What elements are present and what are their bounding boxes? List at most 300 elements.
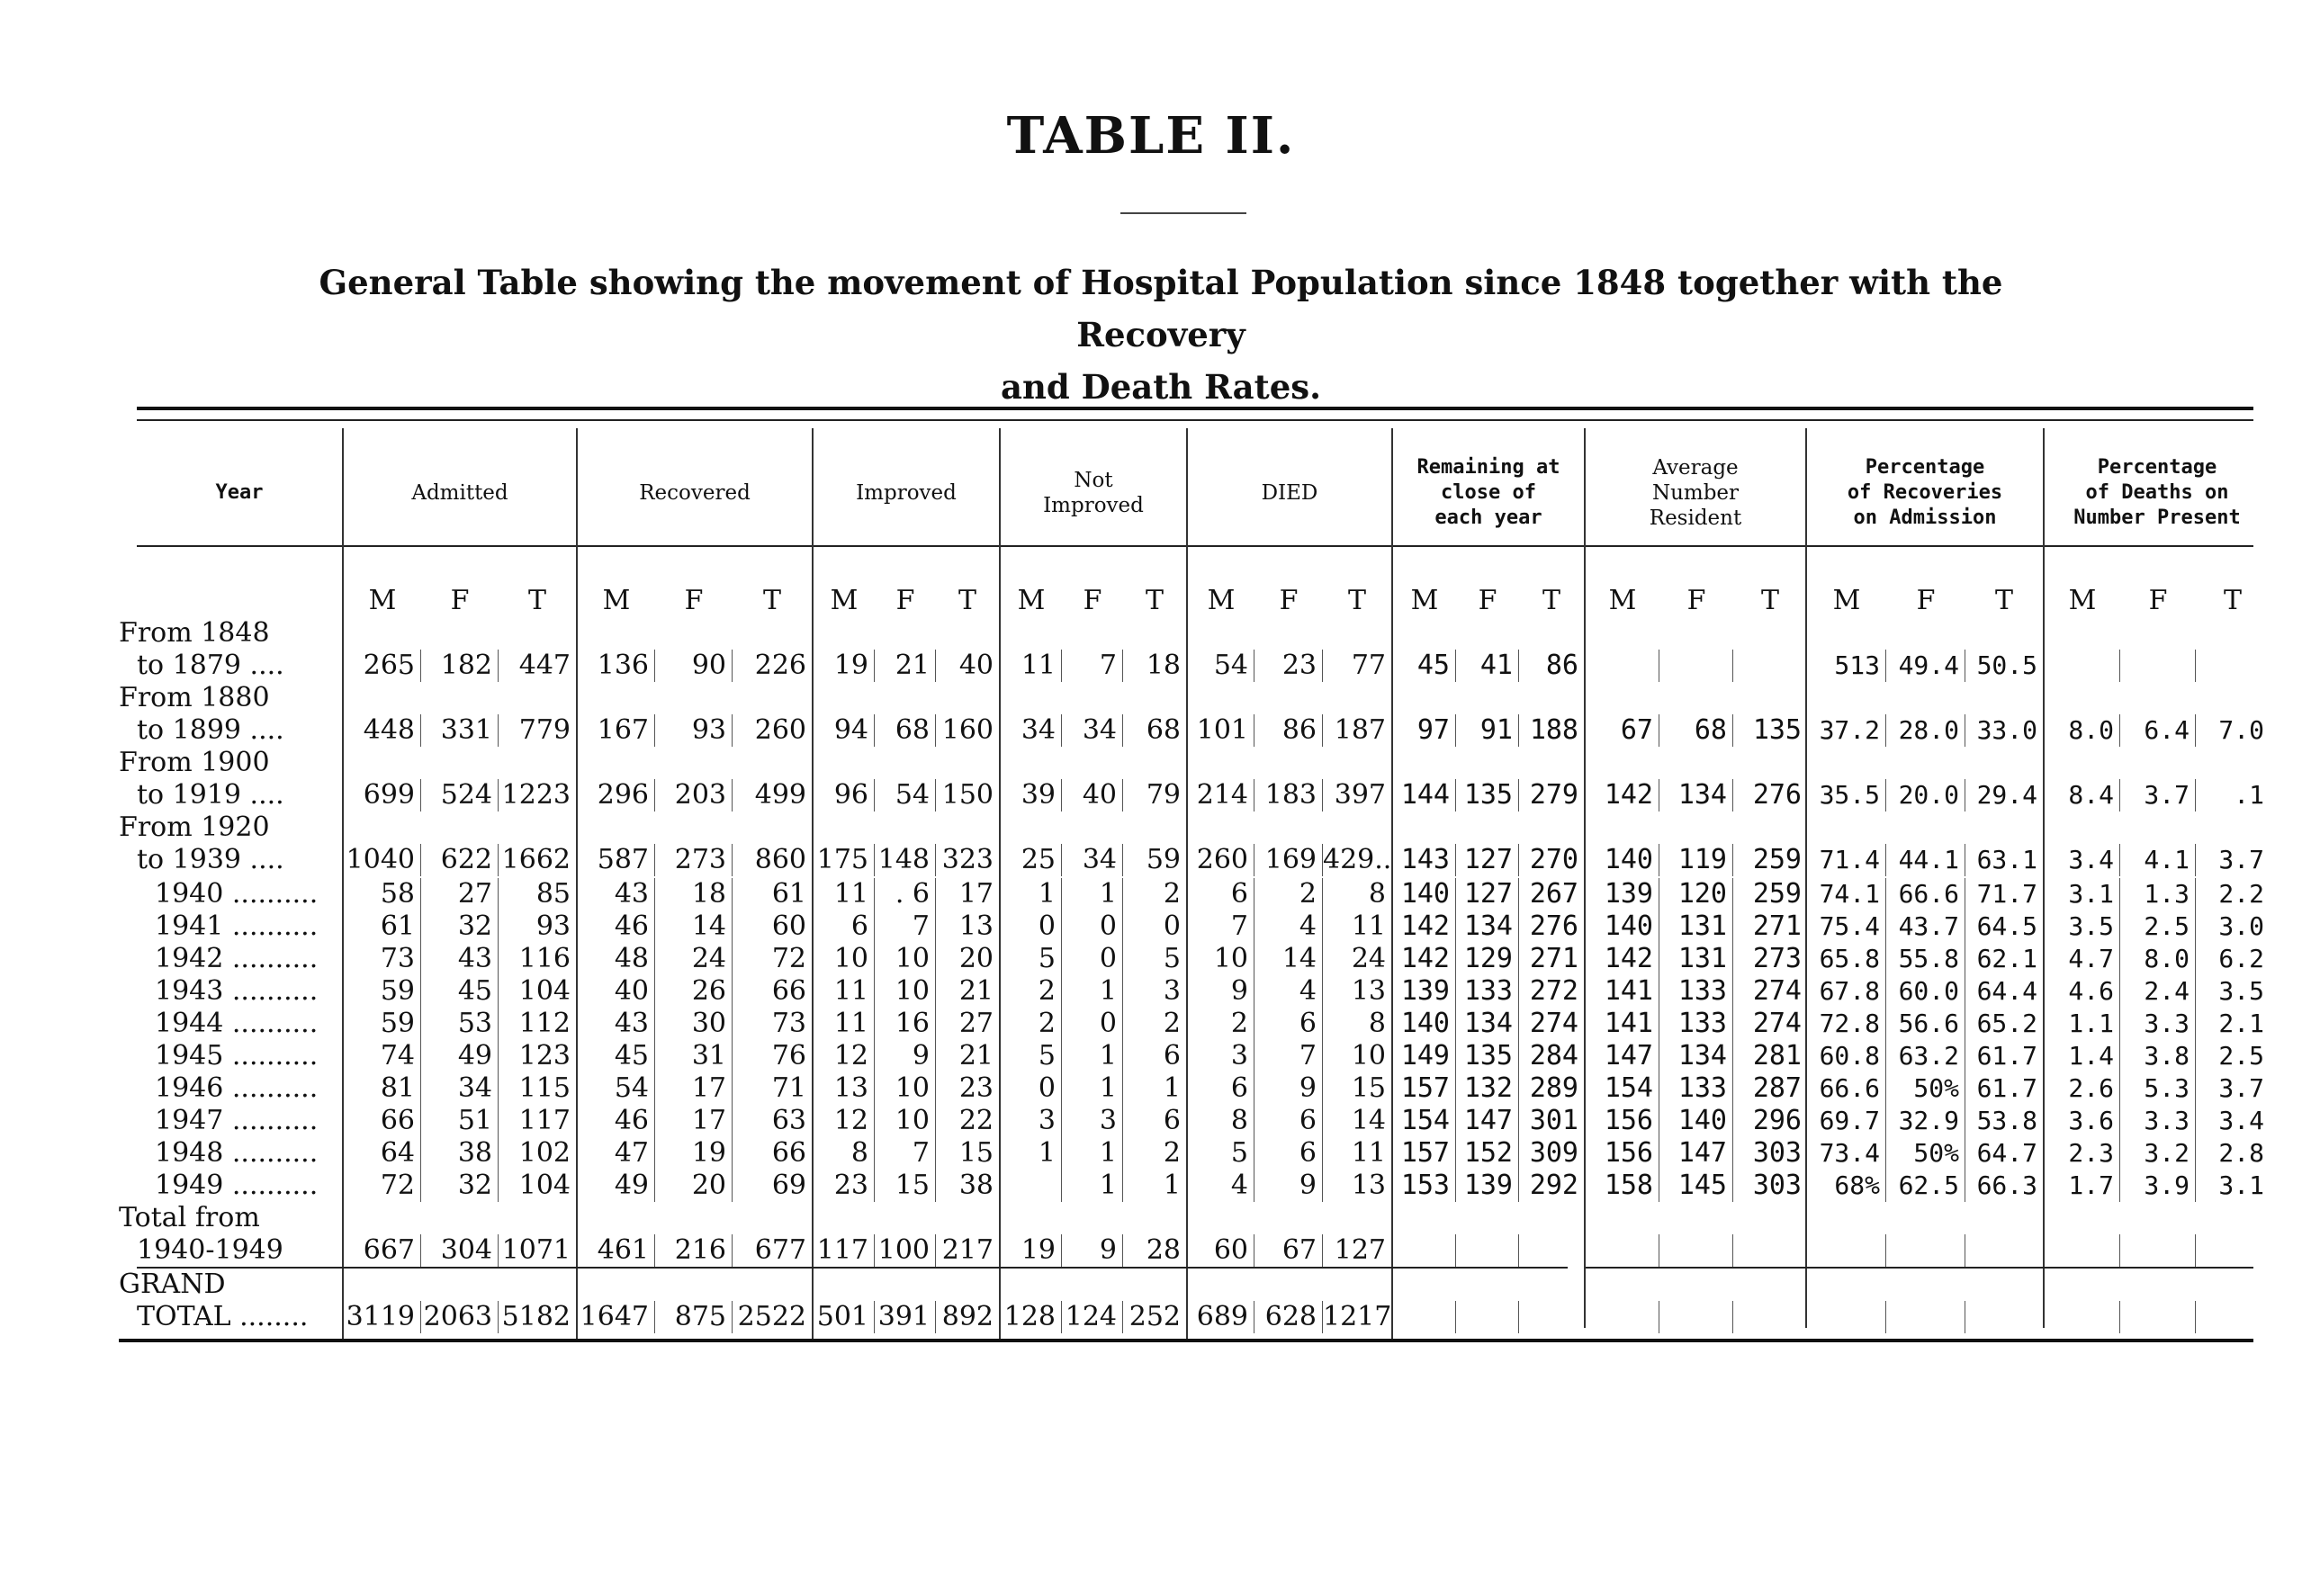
header-pct-recoveries-line-2: of Recoveries <box>1847 481 2003 504</box>
table-cell: 75.4 <box>1807 910 1886 943</box>
table-cell: 58 <box>344 878 421 910</box>
table-cell: 167 <box>578 714 655 747</box>
table-cell: 9 <box>1062 1234 1123 1267</box>
table-cell: 271 <box>1752 910 1802 942</box>
table-cell: 397 <box>1334 779 1386 811</box>
total-rule-right <box>1586 1267 2253 1269</box>
table-cell: 284 <box>1529 1040 1578 1071</box>
table-cell: 287 <box>1752 1072 1802 1104</box>
table-cell: 34 <box>1062 844 1123 876</box>
subtitle-line-1: General Table showing the movement of Hospital Population since 1848 together with the Recovery <box>319 263 2003 354</box>
table-cell: 10 <box>875 1105 936 1137</box>
table-cell <box>1393 1301 1456 1333</box>
table-cell: 140 <box>1659 1105 1733 1137</box>
table-cell: 4.7 <box>2045 943 2120 975</box>
table-cell <box>1519 1301 1584 1333</box>
subheader-cell: F <box>1279 585 1299 616</box>
table-cell: 20.0 <box>1886 779 1965 811</box>
table-cell: 134 <box>1659 779 1733 811</box>
table-cell: 66 <box>771 1137 806 1169</box>
table-cell: 60.8 <box>1807 1040 1886 1072</box>
table-cell: 53.8 <box>1976 1106 2037 1135</box>
table-cell <box>1519 1234 1584 1267</box>
row-label: 1941 .......... <box>155 910 319 942</box>
table-cell: 273 <box>1752 943 1802 974</box>
table-cell: 142 <box>1393 910 1456 943</box>
row-label: 1948 .......... <box>155 1137 319 1169</box>
table-cell: 1.4 <box>2045 1040 2120 1072</box>
top-rule-thin <box>137 419 2253 421</box>
table-cell: 274 <box>1752 1008 1802 1039</box>
table-cell: 56.6 <box>1886 1008 1965 1040</box>
table-cell: 45 <box>578 1040 655 1072</box>
row-label-top: From 1900 <box>119 747 270 778</box>
table-cell: 2.1 <box>2218 1009 2264 1038</box>
table-cell: 32 <box>421 910 499 943</box>
subheader-cell: F <box>1916 585 1936 616</box>
table-cell: 76 <box>771 1040 806 1071</box>
subheader-cell: M <box>1207 585 1236 616</box>
table-cell <box>1807 1234 1886 1267</box>
table-cell <box>1001 1170 1062 1202</box>
subheader-cell: M <box>1832 585 1861 616</box>
table-cell: 1 <box>1001 1137 1062 1170</box>
table-cell <box>1393 1234 1456 1267</box>
header-not-improved <box>1001 443 1186 543</box>
table-cell: 0 <box>1062 1008 1123 1040</box>
table-cell: 117 <box>814 1234 875 1267</box>
table-cell: 145 <box>1659 1170 1733 1202</box>
row-label: to 1879 .... <box>137 650 284 681</box>
header-pct-deaths-line-3: Number Present <box>2073 507 2241 529</box>
row-label: 1945 .......... <box>155 1040 319 1071</box>
subheader-cell: M <box>2068 585 2097 616</box>
table-cell: 33.0 <box>1976 715 2037 745</box>
header-not-improved-line-1: Not <box>1074 469 1113 492</box>
table-cell: 587 <box>578 844 655 876</box>
table-cell <box>2196 650 2270 682</box>
table-cell: 74.1 <box>1807 878 1886 910</box>
table-cell: 296 <box>1752 1105 1802 1136</box>
table-cell: 2.8 <box>2218 1138 2264 1168</box>
table-cell: 156 <box>1586 1105 1659 1137</box>
table-cell: 1 <box>1163 1072 1181 1104</box>
table-cell: 119 <box>1659 844 1733 876</box>
row-label: 1940 .......... <box>155 878 319 910</box>
table-cell: 8.0 <box>2045 714 2120 747</box>
table-cell: 28 <box>1146 1234 1181 1266</box>
table-cell: 6 <box>1254 1008 1323 1040</box>
table-cell: 677 <box>754 1234 806 1266</box>
table-cell: 7 <box>875 910 936 943</box>
table-cell: 276 <box>1752 779 1802 811</box>
table-cell: 281 <box>1752 1040 1802 1071</box>
table-cell: 3.5 <box>2045 910 2120 943</box>
table-cell: 66.3 <box>1976 1170 2037 1200</box>
table-cell: 1 <box>1062 878 1123 910</box>
table-cell: 73 <box>771 1008 806 1039</box>
subheader-cell: T <box>1542 585 1560 616</box>
table-cell: 0 <box>1163 910 1181 942</box>
table-cell: 6 <box>814 910 875 943</box>
title-divider <box>1120 212 1246 214</box>
header-not-improved-line-2: Improved <box>1043 494 1144 517</box>
table-cell: 182 <box>421 650 499 682</box>
table-cell: 6 <box>1163 1040 1181 1071</box>
table-cell: 6 <box>1254 1105 1323 1137</box>
table-cell: 2.2 <box>2218 879 2264 909</box>
table-cell: 447 <box>518 650 571 681</box>
table-cell: 17 <box>958 878 994 910</box>
table-cell: 292 <box>1529 1170 1578 1201</box>
table-cell: 64 <box>344 1137 421 1170</box>
table-cell: 13 <box>958 910 994 942</box>
table-cell <box>1659 650 1733 682</box>
table-cell: 699 <box>344 779 421 811</box>
table-cell: 501 <box>814 1301 875 1333</box>
table-cell: 134 <box>1456 1008 1519 1040</box>
table-cell: 142 <box>1586 779 1659 811</box>
table-cell: 49 <box>578 1170 655 1202</box>
table-cell: 43.7 <box>1886 910 1965 943</box>
table-cell: 2.5 <box>2120 910 2196 943</box>
table-cell: 150 <box>941 779 994 811</box>
table-cell: 10 <box>875 1072 936 1105</box>
table-cell: 5 <box>1001 943 1062 975</box>
table-title: TABLE II. <box>1006 106 1296 166</box>
table-cell <box>1886 1301 1965 1333</box>
table-cell: 4.1 <box>2120 844 2196 876</box>
table-cell: 9 <box>1254 1072 1323 1105</box>
table-cell: 116 <box>518 943 571 974</box>
table-cell: 66.6 <box>1807 1072 1886 1105</box>
table-cell: 63.2 <box>1886 1040 1965 1072</box>
table-cell: 6 <box>1188 1072 1254 1105</box>
table-cell: 54 <box>1188 650 1254 682</box>
table-cell <box>1659 1301 1733 1333</box>
table-cell: 12 <box>814 1040 875 1072</box>
table-cell: 160 <box>941 714 994 746</box>
table-cell: 117 <box>518 1105 571 1136</box>
table-cell: 309 <box>1529 1137 1578 1169</box>
header-pct-recoveries-line-1: Percentage <box>1865 456 1985 479</box>
header-improved: Improved <box>856 481 957 505</box>
table-cell: 7 <box>1188 910 1254 943</box>
table-cell: 2522 <box>737 1301 806 1332</box>
table-cell: 301 <box>1529 1105 1578 1136</box>
header-admitted: Admitted <box>411 481 508 505</box>
table-cell: 142 <box>1393 943 1456 975</box>
table-cell: 4 <box>1188 1170 1254 1202</box>
table-cell: 1 <box>1001 878 1062 910</box>
table-cell: 499 <box>754 779 806 811</box>
table-cell: 79 <box>1146 779 1181 811</box>
row-label: to 1899 .... <box>137 714 284 746</box>
table-cell: 2.6 <box>2045 1072 2120 1105</box>
table-cell: 50% <box>1886 1072 1965 1105</box>
table-cell: 331 <box>421 714 499 747</box>
table-cell: 40 <box>958 650 994 681</box>
table-cell: 45 <box>1393 650 1456 682</box>
table-cell: 49.4 <box>1886 650 1965 682</box>
table-cell: 127 <box>1456 878 1519 910</box>
subheader-cell: F <box>450 585 470 616</box>
table-cell: 21 <box>958 1040 994 1071</box>
table-cell: 38 <box>421 1137 499 1170</box>
table-cell: 1.1 <box>2045 1008 2120 1040</box>
table-cell: 267 <box>1529 878 1578 910</box>
table-cell: 1 <box>1062 1170 1123 1202</box>
table-cell: 27 <box>958 1008 994 1039</box>
table-cell: 3.1 <box>2218 1170 2264 1200</box>
table-cell: 15 <box>1351 1072 1386 1104</box>
table-cell: 8.0 <box>2120 943 2196 975</box>
table-cell: 252 <box>1129 1301 1181 1332</box>
table-cell: 81 <box>344 1072 421 1105</box>
table-cell: 53 <box>421 1008 499 1040</box>
table-cell: 90 <box>655 650 733 682</box>
subheader-cell: T <box>527 585 546 616</box>
table-cell: 188 <box>1529 714 1578 746</box>
table-cell: 1.7 <box>2045 1170 2120 1202</box>
table-cell: 28.0 <box>1886 714 1965 747</box>
table-cell: 3.4 <box>2045 844 2120 876</box>
table-cell: 72 <box>771 943 806 974</box>
table-cell: 461 <box>578 1234 655 1267</box>
table-cell: 3.7 <box>2218 845 2264 874</box>
table-cell: 259 <box>1752 844 1802 875</box>
table-cell: 24 <box>655 943 733 975</box>
table-cell: 214 <box>1188 779 1254 811</box>
table-cell: 102 <box>518 1137 571 1169</box>
table-cell <box>1659 1234 1733 1267</box>
header-pct-deaths <box>2045 443 2270 543</box>
table-cell: 5 <box>1163 943 1181 974</box>
table-cell: 12 <box>814 1105 875 1137</box>
table-cell: 4 <box>1254 910 1323 943</box>
table-cell: 13 <box>1351 975 1386 1007</box>
table-cell: 72.8 <box>1807 1008 1886 1040</box>
table-cell: 14 <box>1351 1105 1386 1136</box>
table-cell: 10 <box>1351 1040 1386 1071</box>
table-cell: 127 <box>1456 844 1519 876</box>
table-cell <box>1965 1234 2043 1267</box>
bottom-rule <box>119 1339 2253 1342</box>
table-cell: 41 <box>1456 650 1519 682</box>
table-cell: 73.4 <box>1807 1137 1886 1170</box>
table-cell: 689 <box>1188 1301 1254 1333</box>
subheader-cell: T <box>1994 585 2013 616</box>
table-cell: 86 <box>1254 714 1323 747</box>
header-remaining-line-1: Remaining at <box>1416 456 1560 479</box>
table-cell: 140 <box>1393 1008 1456 1040</box>
table-cell: 260 <box>754 714 806 746</box>
table-cell: 216 <box>655 1234 733 1267</box>
subheader-cell: M <box>1608 585 1637 616</box>
row-label: 1940-1949 <box>137 1234 283 1266</box>
row-label: 1942 .......... <box>155 943 319 974</box>
table-cell: 59 <box>1146 844 1181 875</box>
table-cell: 65.8 <box>1807 943 1886 975</box>
table-cell: 1 <box>1062 975 1123 1008</box>
table-cell: 62.1 <box>1976 944 2037 973</box>
row-label: to 1919 .... <box>137 779 284 811</box>
table-cell: 1 <box>1062 1072 1123 1105</box>
table-cell: 50.5 <box>1976 650 2037 680</box>
table-cell: 147 <box>1659 1137 1733 1170</box>
table-cell: 18 <box>1146 650 1181 681</box>
table-cell: 63 <box>771 1105 806 1136</box>
table-cell: .1 <box>2234 780 2264 810</box>
table-cell <box>2196 1234 2270 1267</box>
table-cell: 133 <box>1659 975 1733 1008</box>
table-cell: 141 <box>1586 975 1659 1008</box>
table-cell: 154 <box>1586 1072 1659 1105</box>
table-cell: 135 <box>1752 714 1802 746</box>
table-cell: 289 <box>1529 1072 1578 1104</box>
table-cell: 2.5 <box>2218 1041 2264 1071</box>
header-recovered: Recovered <box>639 481 751 505</box>
table-cell: 60 <box>771 910 806 942</box>
row-label: TOTAL ........ <box>137 1301 309 1332</box>
table-cell: 71.4 <box>1807 844 1886 876</box>
subheader-cell: T <box>1145 585 1164 616</box>
table-cell: 40 <box>578 975 655 1008</box>
table-cell: 429.. <box>1323 844 1392 875</box>
table-cell: 32.9 <box>1886 1105 1965 1137</box>
table-cell: 391 <box>875 1301 936 1333</box>
table-cell: 303 <box>1752 1137 1802 1169</box>
table-cell: 104 <box>518 1170 571 1201</box>
subtitle-line-2: and Death Rates. <box>1000 367 1322 407</box>
table-cell: 23 <box>814 1170 875 1202</box>
table-cell: 7 <box>875 1137 936 1170</box>
table-cell: 140 <box>1393 878 1456 910</box>
table-cell: 1662 <box>501 844 571 875</box>
table-cell: 93 <box>655 714 733 747</box>
table-cell: 8 <box>1368 878 1386 910</box>
table-cell: 3 <box>1062 1105 1123 1137</box>
table-cell: 68 <box>1146 714 1181 746</box>
table-subtitle <box>270 256 2052 413</box>
table-cell: 139 <box>1456 1170 1519 1202</box>
table-cell: 513 <box>1807 650 1886 682</box>
table-cell: 323 <box>941 844 994 875</box>
table-cell: 11 <box>814 1008 875 1040</box>
table-cell <box>2196 1301 2270 1333</box>
table-cell: 10 <box>1188 943 1254 975</box>
table-cell: 18 <box>655 878 733 910</box>
table-cell: 10 <box>814 943 875 975</box>
table-cell: 66 <box>344 1105 421 1137</box>
table-cell: 1647 <box>578 1301 655 1333</box>
table-cell: 43 <box>578 878 655 910</box>
table-cell: 148 <box>875 844 936 876</box>
table-cell <box>2120 650 2196 682</box>
table-cell: 524 <box>421 779 499 811</box>
table-cell: 3.0 <box>2218 911 2264 941</box>
table-cell: 628 <box>1254 1301 1323 1333</box>
table-cell: 20 <box>655 1170 733 1202</box>
table-cell: 64.7 <box>1976 1138 2037 1168</box>
table-cell: 71.7 <box>1976 879 2037 909</box>
table-cell: 11 <box>814 878 875 910</box>
table-cell: 3.9 <box>2120 1170 2196 1202</box>
table-cell <box>1586 1301 1659 1333</box>
table-cell: 5 <box>1188 1137 1254 1170</box>
table-cell: 16 <box>875 1008 936 1040</box>
table-cell: 30 <box>655 1008 733 1040</box>
table-cell: 622 <box>421 844 499 876</box>
table-cell: 44.1 <box>1886 844 1965 876</box>
table-cell: 132 <box>1456 1072 1519 1105</box>
table-cell: 273 <box>655 844 733 876</box>
table-cell <box>1807 1301 1886 1333</box>
table-cell: 48 <box>578 943 655 975</box>
table-cell: 5 <box>1001 1040 1062 1072</box>
table-cell: 73 <box>344 943 421 975</box>
table-cell: 140 <box>1586 844 1659 876</box>
table-cell: 14 <box>1254 943 1323 975</box>
subheader-cell: F <box>1478 585 1497 616</box>
subheader-cell: F <box>895 585 915 616</box>
table-cell: 147 <box>1456 1105 1519 1137</box>
table-cell: 68 <box>1659 714 1733 747</box>
table-cell: 11 <box>1351 910 1386 942</box>
table-cell: 131 <box>1659 943 1733 975</box>
table-cell: 31 <box>655 1040 733 1072</box>
row-label: 1949 .......... <box>155 1170 319 1201</box>
table-cell: 134 <box>1456 910 1519 943</box>
table-cell: 21 <box>958 975 994 1007</box>
table-cell: 2.4 <box>2120 975 2196 1008</box>
table-cell: 448 <box>344 714 421 747</box>
table-cell: 20 <box>958 943 994 974</box>
table-cell: 3.7 <box>2218 1073 2264 1103</box>
row-label-top: From 1920 <box>119 811 270 843</box>
table-cell: 68% <box>1807 1170 1886 1202</box>
table-cell: 35.5 <box>1807 779 1886 811</box>
table-cell: 15 <box>875 1170 936 1202</box>
table-cell: 3.3 <box>2120 1105 2196 1137</box>
table-cell: 3.7 <box>2120 779 2196 811</box>
table-cell: 50% <box>1886 1137 1965 1170</box>
table-cell: 6 <box>1163 1105 1181 1136</box>
table-cell: 2 <box>1001 975 1062 1008</box>
table-cell: 29.4 <box>1976 780 2037 810</box>
table-cell: 140 <box>1586 910 1659 943</box>
table-cell: 203 <box>655 779 733 811</box>
table-cell: 3.8 <box>2120 1040 2196 1072</box>
table-cell: 54 <box>875 779 936 811</box>
table-cell: 8 <box>1188 1105 1254 1137</box>
table-cell: 15 <box>958 1137 994 1169</box>
table-cell: 34 <box>1062 714 1123 747</box>
table-cell <box>1733 650 1807 682</box>
table-cell: 17 <box>655 1072 733 1105</box>
table-cell: 62.5 <box>1886 1170 1965 1202</box>
table-cell <box>1456 1234 1519 1267</box>
table-cell: 101 <box>1188 714 1254 747</box>
table-cell: 86 <box>1545 650 1578 681</box>
table-cell: 64.4 <box>1976 976 2037 1006</box>
table-cell: 144 <box>1393 779 1456 811</box>
table-cell: 120 <box>1659 878 1733 910</box>
table-cell: 1071 <box>501 1234 571 1266</box>
table-cell: 1 <box>1163 1170 1181 1201</box>
table-cell: 34 <box>421 1072 499 1105</box>
header-pct-recoveries <box>1807 443 2043 543</box>
